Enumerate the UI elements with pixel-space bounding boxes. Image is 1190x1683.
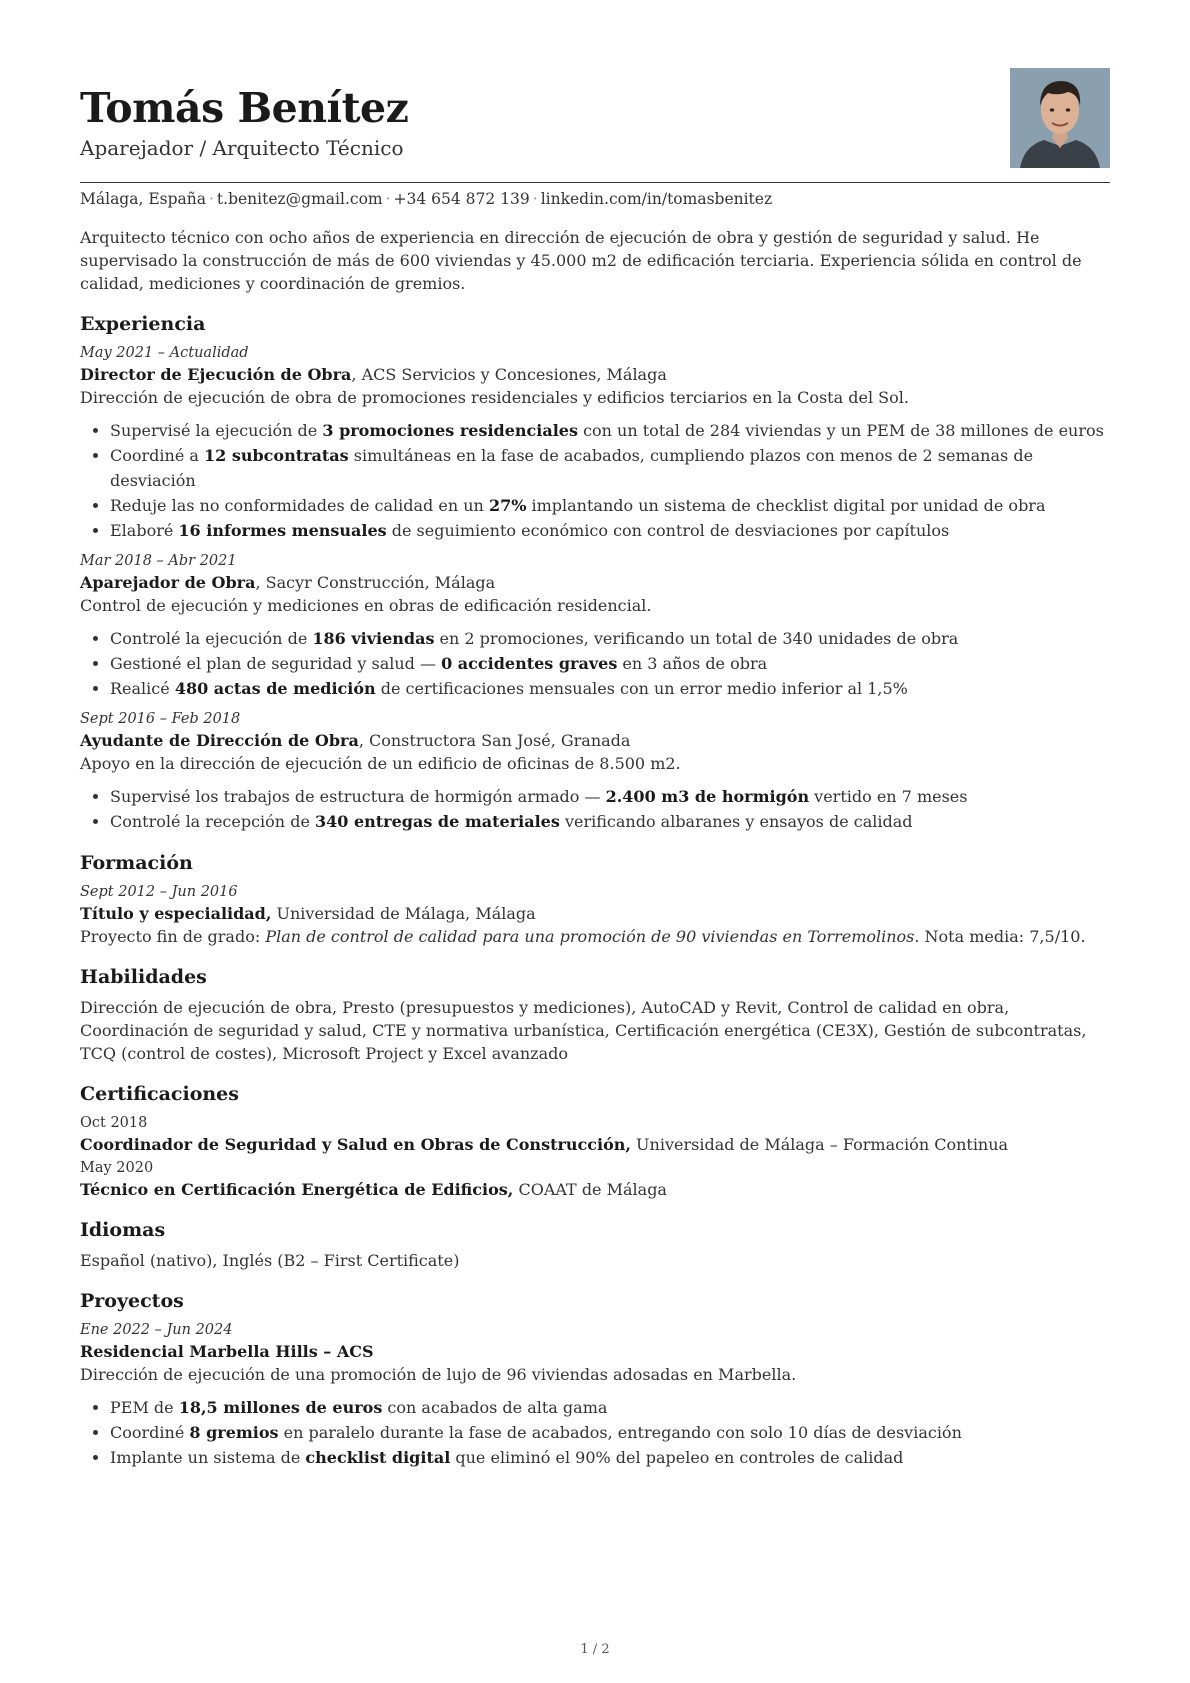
certification-entry	[80, 1113, 1110, 1156]
avatar	[1010, 68, 1110, 168]
education-school: Universidad de Málaga, Málaga	[271, 904, 536, 923]
bullet-text: Controlé la recepción de	[110, 812, 315, 831]
job-role-line	[80, 729, 1110, 752]
certifications-list	[80, 1113, 1110, 1201]
job-company: , ACS Servicios y Concesiones, Málaga	[351, 365, 667, 384]
education-project-label: Proyecto fin de grado:	[80, 927, 266, 946]
job-company: , Sacyr Construcción, Málaga	[255, 573, 496, 592]
job-description: Dirección de ejecución de obra de promociones residenciales y edificios terciarios en la Costa del Sol.	[80, 388, 909, 407]
bullet-highlight: 0 accidentes graves	[441, 654, 618, 673]
skills-text: Dirección de ejecución de obra, Presto (presupuestos y mediciones), AutoCAD y Revit, Control de calidad en obra, Coordinación de seguridad y salud, CTE y normativa urbanística, Certificación energética (CE3X), Gestión de subcontratas, TCQ (control de costes), Microsoft Project y Excel avanzado	[80, 998, 1087, 1063]
job-description: Control de ejecución y mediciones en obras de edificación residencial.	[80, 596, 652, 615]
bullet-list	[80, 418, 1110, 543]
bullet-list	[80, 784, 1110, 834]
certification-name: Técnico en Certificación Energética de Edificios,	[80, 1180, 514, 1199]
job-role: Ayudante de Dirección de Obra	[80, 731, 359, 750]
bullet-highlight: 480 actas de medición	[174, 679, 376, 698]
certification-issuer: COAAT de Málaga	[513, 1180, 667, 1199]
bullet-list	[80, 1395, 1110, 1470]
bullet-text: PEM de	[110, 1398, 179, 1417]
bullet-highlight: 8 gremios	[189, 1423, 279, 1442]
bullet-text: con acabados de alta gama	[382, 1398, 608, 1417]
bullet-item	[110, 809, 1110, 834]
bullet-highlight: 186 viviendas	[312, 629, 435, 648]
education-grade: . Nota media: 7,5/10.	[914, 927, 1086, 946]
project-name: Residencial Marbella Hills – ACS	[80, 1342, 374, 1361]
certification-line	[80, 1178, 1110, 1201]
bullet-text: de certificaciones mensuales con un error medio inferior al 1,5%	[375, 679, 908, 698]
bullet-highlight: 16 informes mensuales	[178, 521, 387, 540]
contact-line	[80, 188, 1110, 210]
job-role: Aparejador de Obra	[80, 573, 256, 592]
projects-list	[80, 1320, 1110, 1470]
contact-separator: ·	[385, 190, 391, 208]
bullet-item	[110, 443, 1110, 493]
section-title-languages: Idiomas	[80, 1219, 166, 1241]
education-degree: Título y especialidad,	[80, 904, 272, 923]
candidate-title: Aparejador / Arquitecto Técnico	[80, 136, 404, 160]
bullet-item	[110, 784, 1110, 809]
job-role-line	[80, 571, 1110, 594]
bullet-item	[110, 626, 1110, 651]
avatar-photo-icon	[1010, 68, 1110, 168]
header-divider	[80, 182, 1110, 183]
bullet-text: Reduje las no conformidades de calidad en un	[110, 496, 489, 515]
bullet-text: Elaboré	[110, 521, 179, 540]
experience-entry	[80, 709, 1110, 834]
bullet-item	[110, 651, 1110, 676]
contact-linkedin[interactable]: linkedin.com/in/tomasbenitez	[540, 190, 773, 208]
bullet-highlight: 27%	[488, 496, 527, 515]
bullet-item	[110, 676, 1110, 701]
certification-date: Oct 2018	[80, 1115, 148, 1131]
languages-text: Español (nativo), Inglés (B2 – First Certificate)	[80, 1251, 460, 1270]
bullet-text: Supervisé la ejecución de	[110, 421, 323, 440]
education-project	[80, 925, 1110, 948]
job-description: Apoyo en la dirección de ejecución de un edificio de oficinas de 8.500 m2.	[80, 754, 681, 773]
job-company: , Constructora San José, Granada	[358, 731, 631, 750]
contact-phone[interactable]: +34 654 872 139	[393, 190, 530, 208]
bullet-text: que eliminó el 90% del papeleo en controles de calidad	[450, 1448, 904, 1467]
bullet-text: Supervisé los trabajos de estructura de hormigón armado —	[110, 787, 606, 806]
bullet-text: Realicé	[110, 679, 175, 698]
bullet-item	[110, 418, 1110, 443]
bullet-text: Coordiné a	[110, 446, 204, 465]
bullet-text: Controlé la ejecución de	[110, 629, 313, 648]
job-date: May 2021 – Actualidad	[80, 345, 249, 361]
project-name-line	[80, 1340, 1110, 1363]
bullet-item	[110, 1395, 1110, 1420]
section-title-projects: Proyectos	[80, 1290, 184, 1312]
section-title-skills: Habilidades	[80, 966, 207, 988]
certification-line	[80, 1133, 1110, 1156]
bullet-item	[110, 518, 1110, 543]
project-entry	[80, 1320, 1110, 1470]
bullet-highlight: checklist digital	[305, 1448, 451, 1467]
section-title-education: Formación	[80, 852, 193, 874]
experience-entry	[80, 551, 1110, 701]
summary: Arquitecto técnico con ocho años de experiencia en dirección de ejecución de obra y gestión de seguridad y salud. He supervisado la construcción de más de 600 viviendas y 45.000 m2 de edificación terciaria. Experiencia sólida en control de calidad, mediciones y coordinación de gremios.	[80, 228, 1082, 293]
contact-separator: ·	[208, 190, 214, 208]
header	[80, 84, 1110, 182]
contact-separator: ·	[532, 190, 538, 208]
education-project-title: Plan de control de calidad para una promoción de 90 viviendas en Torremolinos	[265, 927, 915, 946]
candidate-name: Tomás Benítez	[80, 84, 409, 132]
project-description: Dirección de ejecución de una promoción de lujo de 96 viviendas adosadas en Marbella.	[80, 1365, 797, 1384]
bullet-text: Implante un sistema de	[110, 1448, 306, 1467]
education-date: Sept 2012 – Jun 2016	[80, 884, 238, 900]
certification-name: Coordinador de Seguridad y Salud en Obras de Construcción,	[80, 1135, 631, 1154]
bullet-highlight: 18,5 millones de euros	[178, 1398, 383, 1417]
bullet-text: Gestioné el plan de seguridad y salud —	[110, 654, 442, 673]
section-title-certifications: Certificaciones	[80, 1083, 239, 1105]
contact-email[interactable]: t.benitez@gmail.com	[216, 190, 383, 208]
experience-entry	[80, 343, 1110, 543]
bullet-highlight: 3 promociones residenciales	[322, 421, 578, 440]
bullet-text: en 3 años de obra	[617, 654, 768, 673]
page-number: 1 / 2	[580, 1642, 610, 1657]
bullet-item	[110, 1420, 1110, 1445]
bullet-text: en 2 promociones, verificando un total de 340 unidades de obra	[434, 629, 959, 648]
bullet-text: vertido en 7 meses	[809, 787, 968, 806]
contact-location: Málaga, España	[80, 190, 206, 208]
certification-issuer: Universidad de Málaga – Formación Continua	[630, 1135, 1009, 1154]
education-entry	[80, 882, 1110, 948]
bullet-list	[80, 626, 1110, 701]
project-date: Ene 2022 – Jun 2024	[80, 1322, 233, 1338]
bullet-text: simultáneas en la fase de acabados, cumpliendo plazos con menos de 2 semanas de desviación	[110, 446, 1034, 490]
education-degree-line	[80, 902, 1110, 925]
bullet-text: verificando albaranes y ensayos de calidad	[559, 812, 913, 831]
section-title-experience: Experiencia	[80, 313, 206, 335]
bullet-text: en paralelo durante la fase de acabados, entregando con solo 10 días de desviación	[278, 1423, 962, 1442]
bullet-text: de seguimiento económico con control de desviaciones por capítulos	[386, 521, 950, 540]
job-date: Mar 2018 – Abr 2021	[80, 553, 237, 569]
job-role-line	[80, 363, 1110, 386]
experience-list	[80, 343, 1110, 834]
bullet-text: implantando un sistema de checklist digital por unidad de obra	[526, 496, 1046, 515]
job-role: Director de Ejecución de Obra	[80, 365, 352, 384]
certification-entry	[80, 1158, 1110, 1201]
bullet-text: con un total de 284 viviendas y un PEM de 38 millones de euros	[577, 421, 1104, 440]
bullet-highlight: 340 entregas de materiales	[315, 812, 560, 831]
bullet-highlight: 12 subcontratas	[204, 446, 349, 465]
certification-date: May 2020	[80, 1160, 154, 1176]
bullet-highlight: 2.400 m3 de hormigón	[605, 787, 810, 806]
job-date: Sept 2016 – Feb 2018	[80, 711, 241, 727]
bullet-item	[110, 493, 1110, 518]
bullet-item	[110, 1445, 1110, 1470]
bullet-text: Coordiné	[110, 1423, 190, 1442]
